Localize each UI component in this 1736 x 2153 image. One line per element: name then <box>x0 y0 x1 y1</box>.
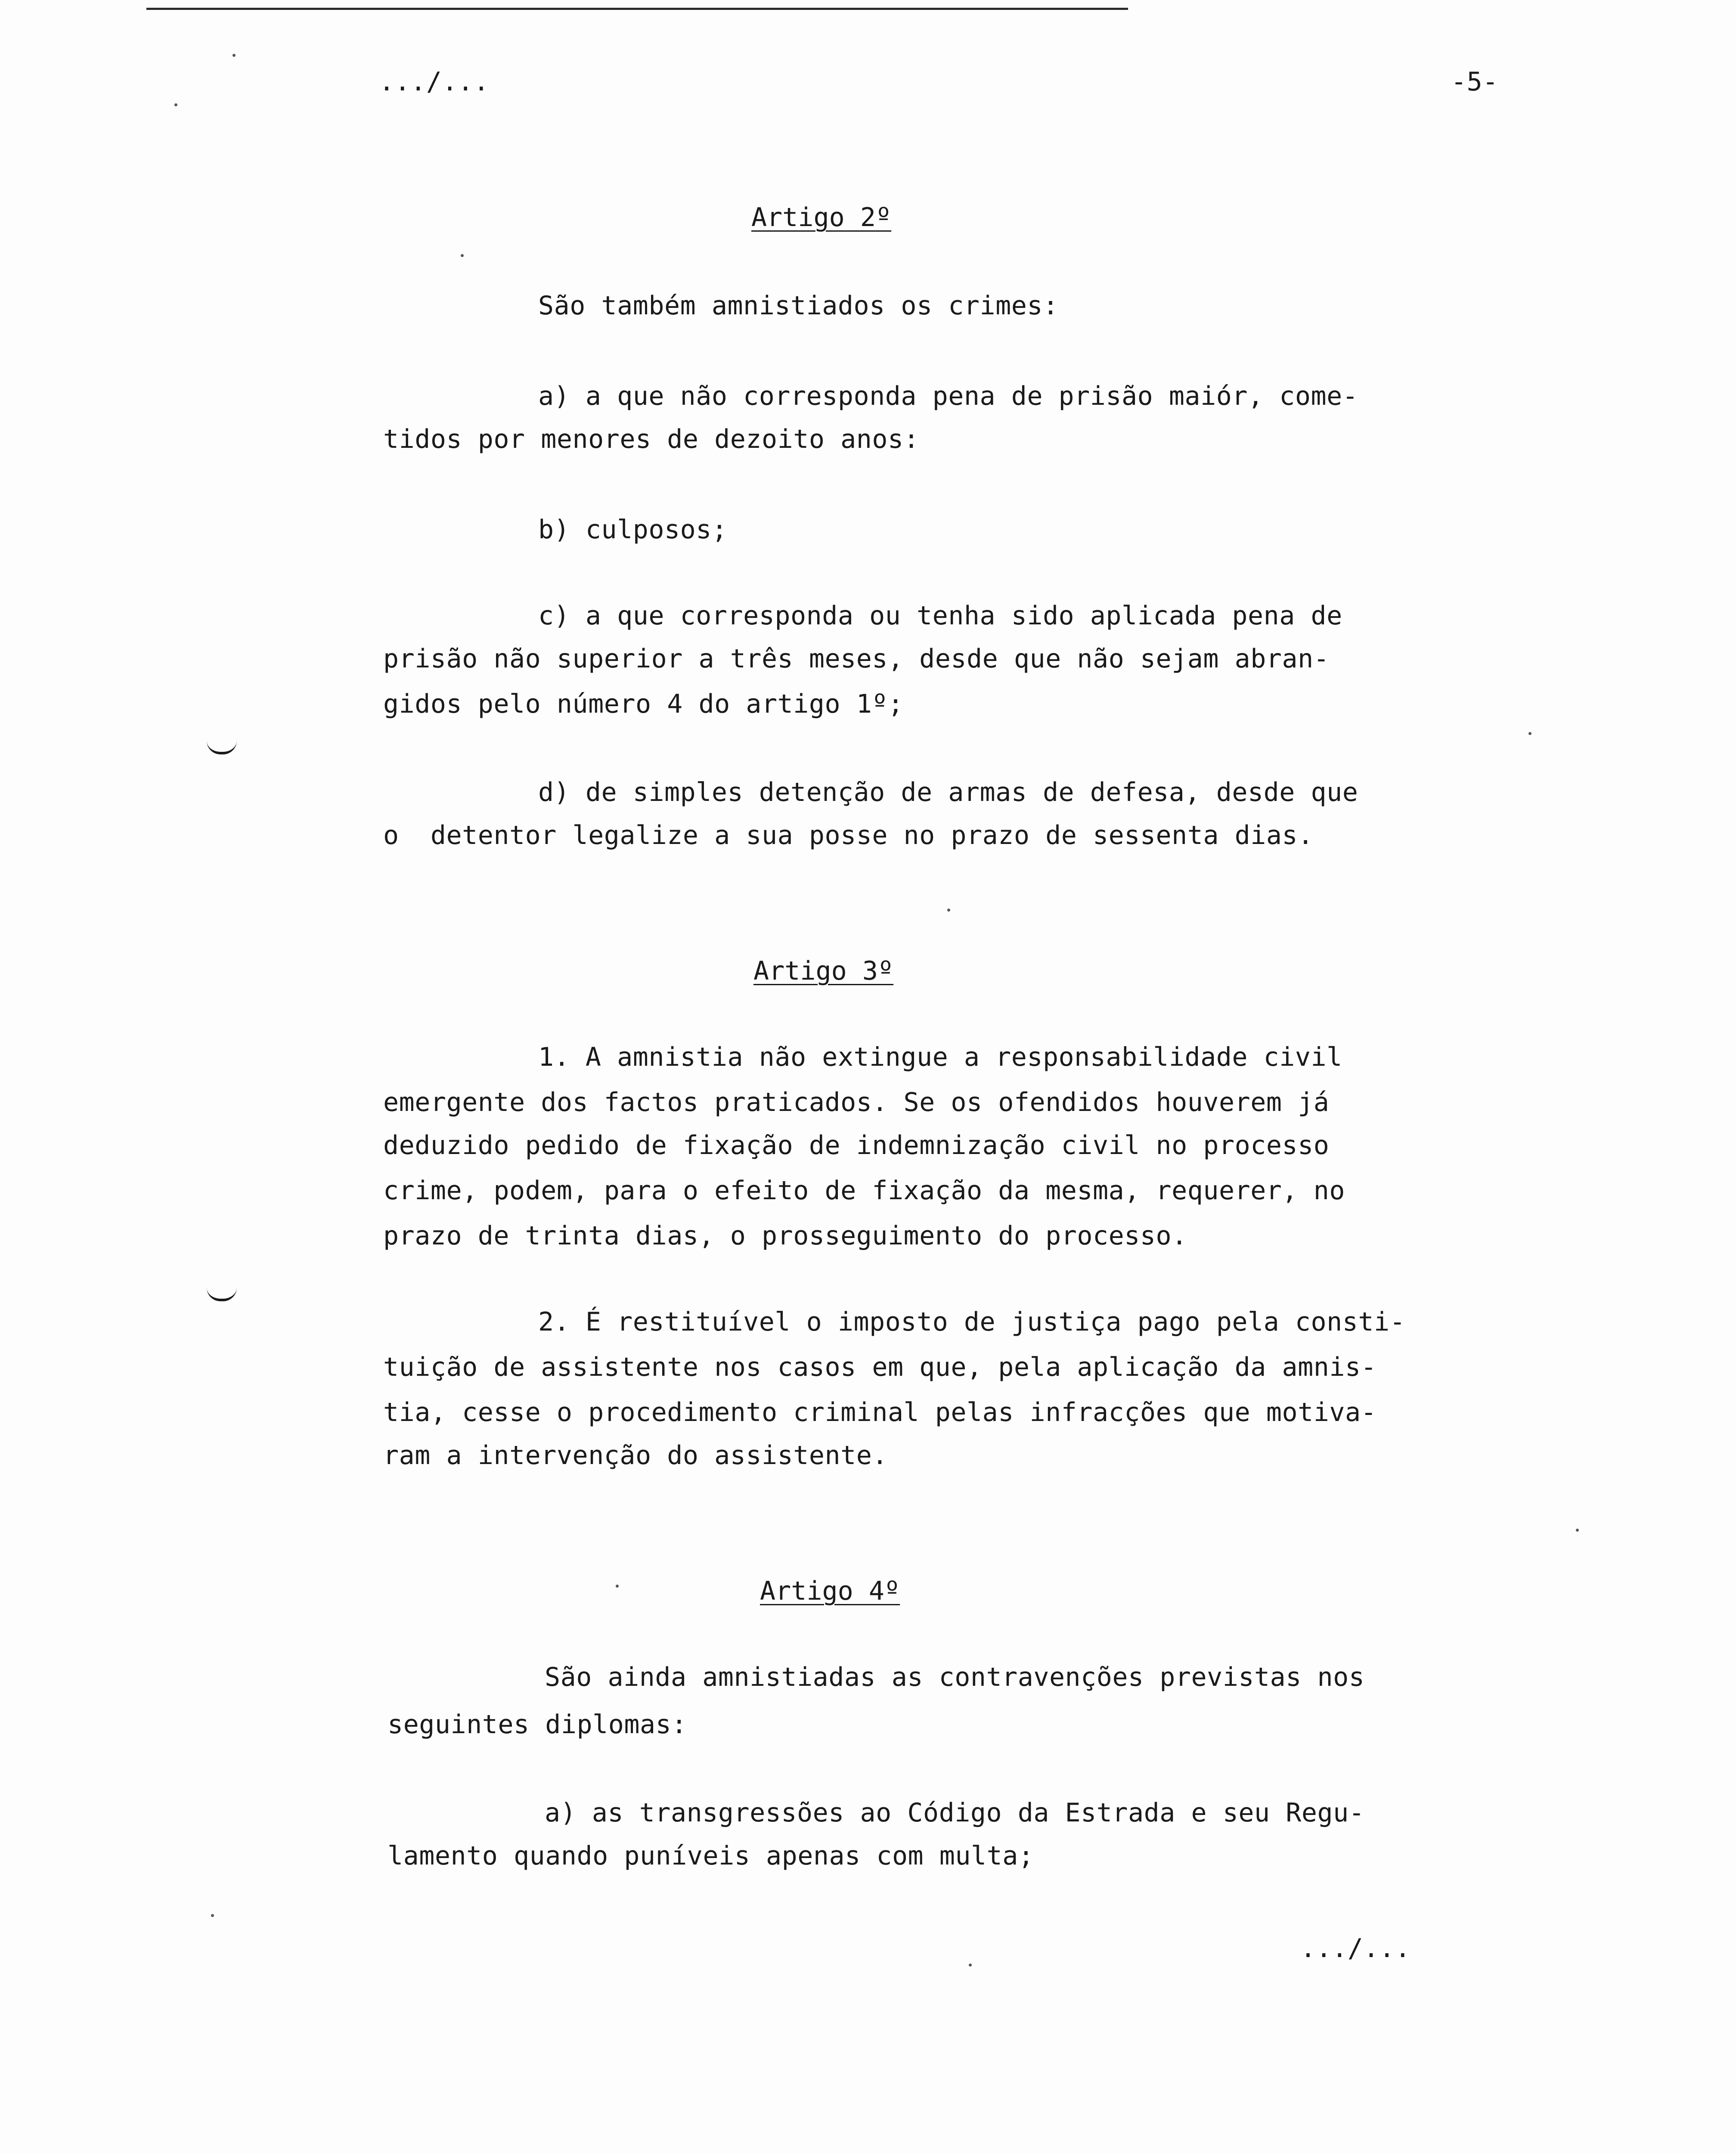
artigo-4-item-a-line-2: lamento quando puníveis apenas com multa; <box>388 1841 1034 1871</box>
scan-speck <box>461 254 464 257</box>
scan-speck <box>232 54 236 57</box>
scan-speck <box>1576 1529 1579 1532</box>
artigo-4-intro-line-1: São ainda amnistiadas as contravenções previstas nos <box>545 1662 1365 1692</box>
scan-speck <box>1528 732 1531 735</box>
artigo-2-item-b: b) culposos; <box>538 515 728 545</box>
artigo-3-para-1-line-2: emergente dos factos praticados. Se os ofendidos houverem já <box>383 1087 1330 1117</box>
artigo-2-item-d-line-2: o detentor legalize a sua posse no prazo de sessenta dias. <box>383 820 1314 850</box>
artigo-2-item-a-line-1: a) a que não corresponda pena de prisão maiór, come- <box>538 381 1358 411</box>
artigo-3-para-1-line-3: deduzido pedido de fixação de indemnização civil no processo <box>383 1130 1330 1160</box>
artigo-4-heading: Artigo 4º <box>760 1576 900 1606</box>
artigo-2-intro: São também amnistiados os crimes: <box>538 291 1059 321</box>
artigo-2-heading: Artigo 2º <box>751 202 892 233</box>
scan-speck <box>616 1585 619 1588</box>
continuation-marker-bottom: .../... <box>1300 1933 1411 1964</box>
artigo-2-item-a-line-2: tidos por menores de dezoito anos: <box>383 424 920 454</box>
artigo-3-para-2-line-4: ram a intervenção do assistente. <box>383 1440 888 1470</box>
left-margin-mark <box>207 1287 237 1301</box>
scan-speck <box>969 1964 972 1967</box>
artigo-3-para-1-line-4: crime, podem, para o efeito de fixação da mesma, requerer, no <box>383 1176 1345 1206</box>
scan-speck <box>947 909 950 912</box>
artigo-4-intro-line-2: seguintes diplomas: <box>388 1709 687 1740</box>
continuation-marker-top: .../... <box>379 67 490 97</box>
artigo-2-item-d-line-1: d) de simples detenção de armas de defesa, desde que <box>538 777 1358 807</box>
artigo-3-para-2-line-3: tia, cesse o procedimento criminal pelas infracções que motiva- <box>383 1397 1377 1427</box>
artigo-3-para-2-line-1: 2. É restituível o imposto de justiça pago pela consti- <box>538 1307 1406 1337</box>
artigo-3-para-1-line-5: prazo de trinta dias, o prosseguimento do processo. <box>383 1221 1187 1251</box>
page-number: -5- <box>1451 67 1498 97</box>
artigo-3-heading: Artigo 3º <box>753 956 894 986</box>
artigo-3-para-1-line-1: 1. A amnistia não extingue a responsabilidade civil <box>538 1042 1342 1072</box>
artigo-2-item-c-line-2: prisão não superior a três meses, desde que não sejam abran- <box>383 644 1330 674</box>
scan-speck <box>211 1914 214 1917</box>
left-margin-mark <box>207 741 237 754</box>
artigo-3-para-2-line-2: tuição de assistente nos casos em que, pela aplicação da amnis- <box>383 1352 1377 1382</box>
artigo-2-item-c-line-1: c) a que corresponda ou tenha sido aplicada pena de <box>538 601 1342 631</box>
artigo-2-item-c-line-3: gidos pelo número 4 do artigo 1º; <box>383 689 904 719</box>
top-rule <box>146 8 1128 10</box>
artigo-4-item-a-line-1: a) as transgressões ao Código da Estrada e seu Regu- <box>545 1798 1365 1828</box>
scan-speck <box>174 103 177 106</box>
